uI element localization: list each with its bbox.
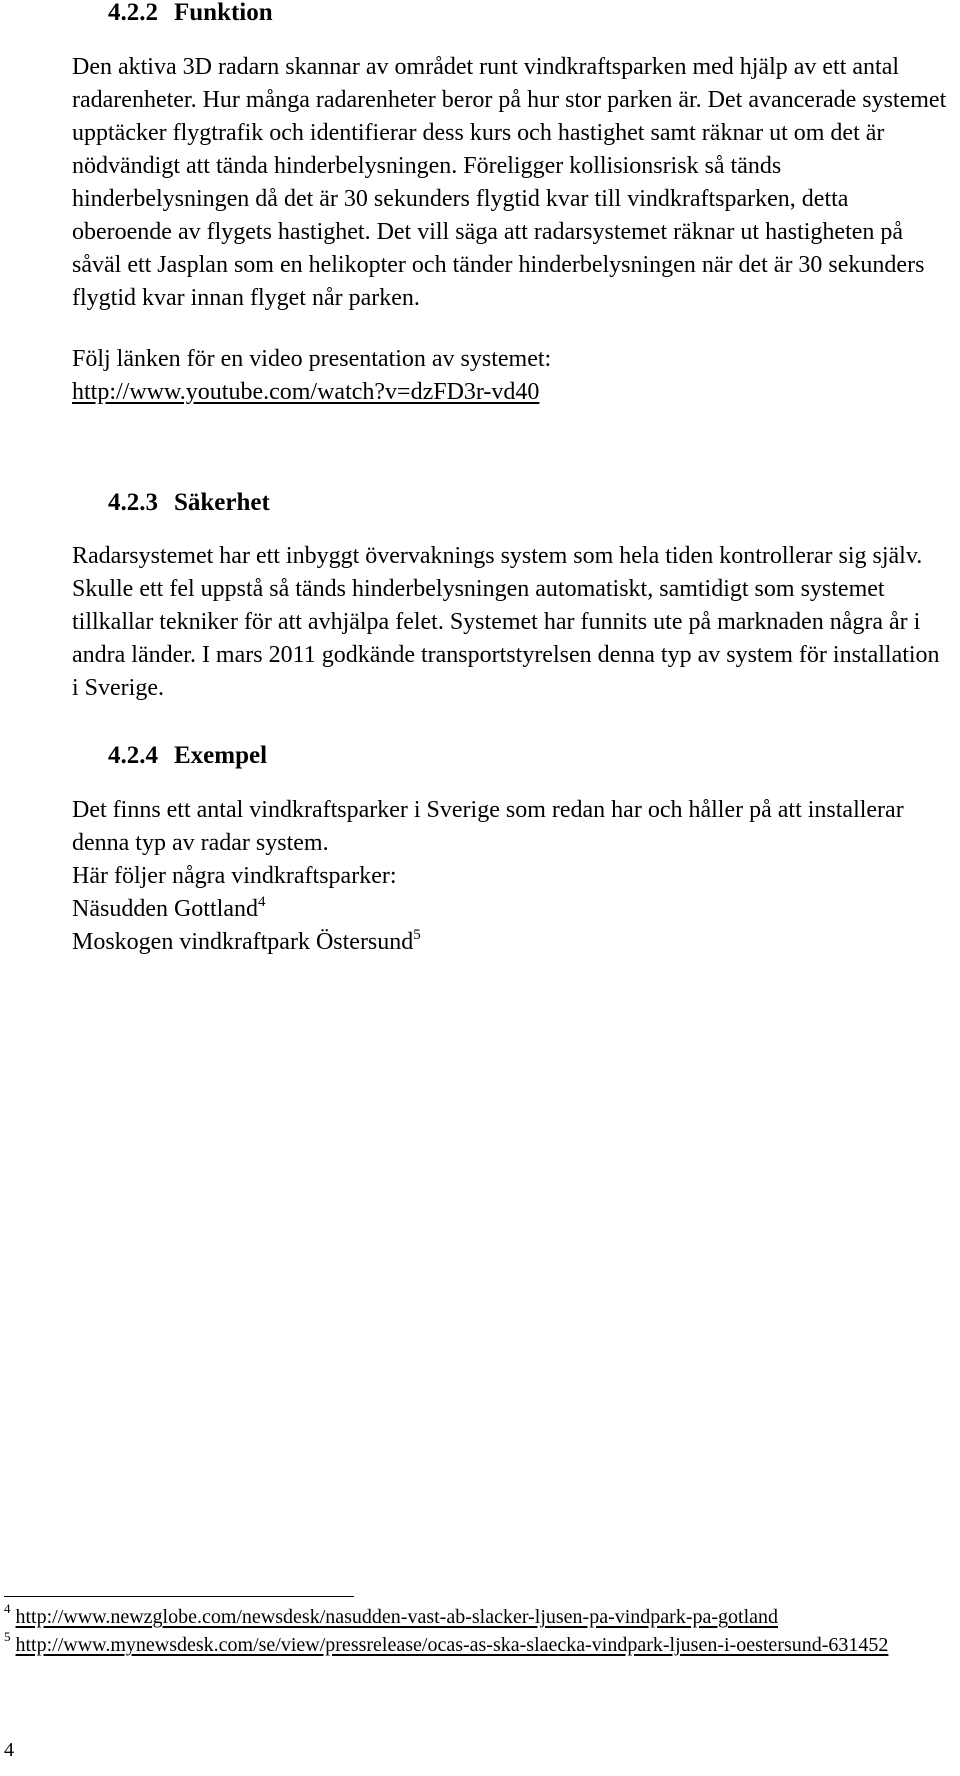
list-item bbox=[72, 929, 421, 955]
footnote bbox=[4, 1631, 954, 1659]
heading-title: Säkerhet bbox=[174, 489, 270, 516]
footnote-number: 4 bbox=[4, 1601, 11, 1617]
heading-number: 4.2.3 bbox=[108, 489, 158, 516]
heading-sakerhet bbox=[108, 488, 270, 518]
heading-number: 4.2.4 bbox=[108, 742, 158, 769]
funktion-paragraph: Den aktiva 3D radarn skannar av området runt vindkraftsparken med hjälp av ett antal radarenheter. Hur många radarenheter beror på hur stor parken är. Det avancerade systemet upptäcker flygtrafik och identifierar dess kurs och hastighet samt räknar ut om det är nödvändigt att tända hinderbelysningen. Föreligger kollisionsrisk så tänds hinderbelysningen då det är 30 sekunders flygtid kvar till vindkraftsparken, detta oberoende av flygets hastighet. Det vill säga att radarsystemet räknar ut hastigheten på såväl ett Jasplan som en helikopter och tänder hinderbelysningen när det är 30 sekunders flygtid kvar innan flyget når parken. bbox=[72, 54, 947, 311]
page-number: 4 bbox=[4, 1739, 14, 1761]
footnotes bbox=[4, 1603, 954, 1659]
footnote-ref[interactable]: 4 bbox=[257, 894, 266, 910]
video-link-intro: Följ länken för en video presentation av systemet: bbox=[72, 346, 552, 372]
video-link-paragraph bbox=[72, 343, 952, 409]
list-intro: Här följer några vindkraftsparker: bbox=[72, 863, 397, 889]
heading-exempel bbox=[108, 741, 267, 771]
video-link[interactable]: http://www.youtube.com/watch?v=dzFD3r-vd40 bbox=[72, 379, 540, 405]
exempel-paragraph bbox=[72, 794, 952, 959]
footnote bbox=[4, 1603, 954, 1631]
footnote-link[interactable]: http://www.mynewsdesk.com/se/view/pressrelease/ocas-as-ska-slaecka-vindpark-ljusen-i-oestersund-631452 bbox=[15, 1634, 889, 1656]
footnote-link[interactable]: http://www.newzglobe.com/newsdesk/nasudden-vast-ab-slacker-ljusen-pa-vindpark-pa-gotland bbox=[15, 1606, 779, 1628]
heading-funktion bbox=[108, 0, 273, 28]
heading-title: Funktion bbox=[174, 0, 273, 26]
park-name: Näsudden Gottland bbox=[72, 896, 258, 922]
sakerhet-paragraph: Radarsystemet har ett inbyggt övervaknings system som hela tiden kontrollerar sig själv. Skulle ett fel uppstå så tänds hinderbelysningen automatiskt, samtidigt som systemet tillkallar tekniker för att avhjälpa felet. Systemet har funnits ute på marknaden några år i andra länder. I mars 2011 godkände transportstyrelsen denna typ av system för installation i Sverige. bbox=[72, 543, 940, 701]
footnote-ref[interactable]: 5 bbox=[413, 927, 421, 943]
heading-number: 4.2.2 bbox=[108, 0, 158, 26]
heading-title: Exempel bbox=[174, 742, 268, 769]
exempel-text: Det finns ett antal vindkraftsparker i Sverige som redan har och håller på att installerar denna typ av radar system. bbox=[72, 797, 904, 856]
park-name: Moskogen vindkraftpark Östersund bbox=[72, 929, 414, 955]
list-item bbox=[72, 896, 265, 922]
footnote-separator bbox=[4, 1596, 354, 1597]
footnote-number: 5 bbox=[4, 1629, 11, 1645]
